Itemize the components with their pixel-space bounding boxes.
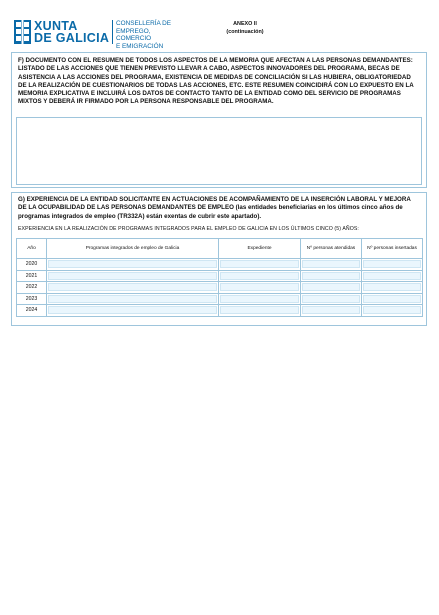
xunta-logo (14, 20, 184, 48)
department-line-2: EMPREGO, COMERCIO (116, 27, 152, 43)
section-g-text: G) EXPERIENCIA DE LA ENTIDAD SOLICITANTE EN ACTUACIONES DE ACOMPAÑAMIENTO DE LA INSERCIÓN LABORAL Y MEJORA DE LA OCUPABILIDAD DE LAS PERSONAS DEMANDANTES DE EMPLEO (las entidades beneficiarias en los últimos cinco años de programas integrados de empleo (TR332A) están exentas de cubrir este apartado). (18, 196, 411, 220)
table-row (17, 259, 423, 271)
programs-input-cell[interactable] (47, 270, 219, 282)
programs-input[interactable] (48, 295, 217, 303)
table-header-row (17, 239, 423, 259)
inserted-input-cell[interactable] (362, 270, 423, 282)
table-row (17, 305, 423, 317)
experience-table (16, 238, 423, 317)
inserted-input-cell[interactable] (362, 293, 423, 305)
galicia-emblem-icon (14, 20, 31, 44)
programs-input[interactable] (48, 283, 217, 291)
inserted-input-cell[interactable] (362, 282, 423, 294)
column-header-inserted: Nº personas insertadas (362, 239, 423, 259)
inserted-input[interactable] (363, 260, 421, 268)
programs-input-cell[interactable] (47, 282, 219, 294)
department-line-3: E EMIGRACIÓN (116, 42, 164, 50)
department-name (116, 20, 184, 50)
year-cell: 2021 (17, 270, 47, 282)
section-f-text: F) DOCUMENTO CON EL RESUMEN DE TODOS LOS ASPECTOS DE LA MEMORIA QUE AFECTAN A LAS PERSONAS DEMANDANTES: LISTADO DE LAS ACCIONES QUE TIENEN PREVISTO LLEVAR A CABO, ASPECTOS INNOVADORES DEL PROGRAMA, BECAS DE ASISTENCIA A LAS ACCIONES DEL PROGRAMA, EXISTENCIA DE MEDIDAS DE CONCILIACIÓN SI LAS HUBIERA, OBLIGATORIEDAD DE LA REALIZACIÓN DE CUESTIONARIOS DE TODAS LAS ACCIONES, ETC. ESTE RESUMEN COINCIDIRÁ CON LO EXPUESTO EN LA MEMORIA EXPLICATIVA E INCLUIRÁ LOS DATOS DE CONTACTO TANTO DE LA ENTIDAD COMO DEL SERVICIO DE PROGRAMAS MIXTOS Y DEBERÁ IR FIRMADO POR LA PERSONA RESPONSABLE DEL PROGRAMA. (18, 57, 414, 106)
attended-input-cell[interactable] (301, 305, 362, 317)
logo-line2: DE GALICIA (34, 31, 110, 45)
file-input-cell[interactable] (219, 282, 301, 294)
programs-input[interactable] (48, 272, 217, 280)
attended-input-cell[interactable] (301, 270, 362, 282)
logo-line1: XUNTA (34, 19, 78, 33)
programs-input-cell[interactable] (47, 293, 219, 305)
column-header-file: Expediente (219, 239, 301, 259)
section-g-subtitle: EXPERIENCIA EN LA REALIZACIÓN DE PROGRAMAS INTEGRADOS PARA EL EMPLEO DE GALICIA EN LOS ÚLTIMOS CINCO (5) AÑOS: (18, 226, 359, 232)
file-input-cell[interactable] (219, 259, 301, 271)
inserted-input[interactable] (363, 272, 421, 280)
year-cell: 2024 (17, 305, 47, 317)
section-f (11, 52, 427, 188)
annex-title: ANEXO II (233, 21, 257, 27)
programs-input-cell[interactable] (47, 259, 219, 271)
file-input-cell[interactable] (219, 270, 301, 282)
file-input[interactable] (220, 295, 299, 303)
attended-input-cell[interactable] (301, 259, 362, 271)
logo-divider (112, 20, 113, 44)
file-input[interactable] (220, 260, 299, 268)
programs-input-cell[interactable] (47, 305, 219, 317)
table-row (17, 282, 423, 294)
file-input[interactable] (220, 283, 299, 291)
attended-input[interactable] (302, 295, 360, 303)
inserted-input-cell[interactable] (362, 259, 423, 271)
year-cell: 2020 (17, 259, 47, 271)
inserted-input-cell[interactable] (362, 305, 423, 317)
year-cell: 2023 (17, 293, 47, 305)
file-input-cell[interactable] (219, 305, 301, 317)
annex-subtitle: (continuación) (226, 28, 264, 35)
inserted-input[interactable] (363, 283, 421, 291)
department-line-1: CONSELLERÍA DE (116, 20, 172, 27)
table-row (17, 293, 423, 305)
attended-input[interactable] (302, 306, 360, 314)
file-input[interactable] (220, 272, 299, 280)
inserted-input[interactable] (363, 295, 421, 303)
inserted-input[interactable] (363, 306, 421, 314)
attended-input[interactable] (302, 272, 360, 280)
attended-input-cell[interactable] (301, 282, 362, 294)
annex-heading (200, 21, 290, 36)
file-input[interactable] (220, 306, 299, 314)
year-cell: 2022 (17, 282, 47, 294)
attended-input[interactable] (302, 260, 360, 268)
attended-input[interactable] (302, 283, 360, 291)
programs-input[interactable] (48, 260, 217, 268)
file-input-cell[interactable] (219, 293, 301, 305)
column-header-programs: Programas integrados de empleo de Galicia (47, 239, 219, 259)
table-row (17, 270, 423, 282)
section-g (11, 192, 427, 326)
section-f-textarea[interactable] (16, 117, 422, 185)
programs-input[interactable] (48, 306, 217, 314)
column-header-year: Año (17, 239, 47, 259)
column-header-attended: Nº personas atendidas (301, 239, 362, 259)
attended-input-cell[interactable] (301, 293, 362, 305)
